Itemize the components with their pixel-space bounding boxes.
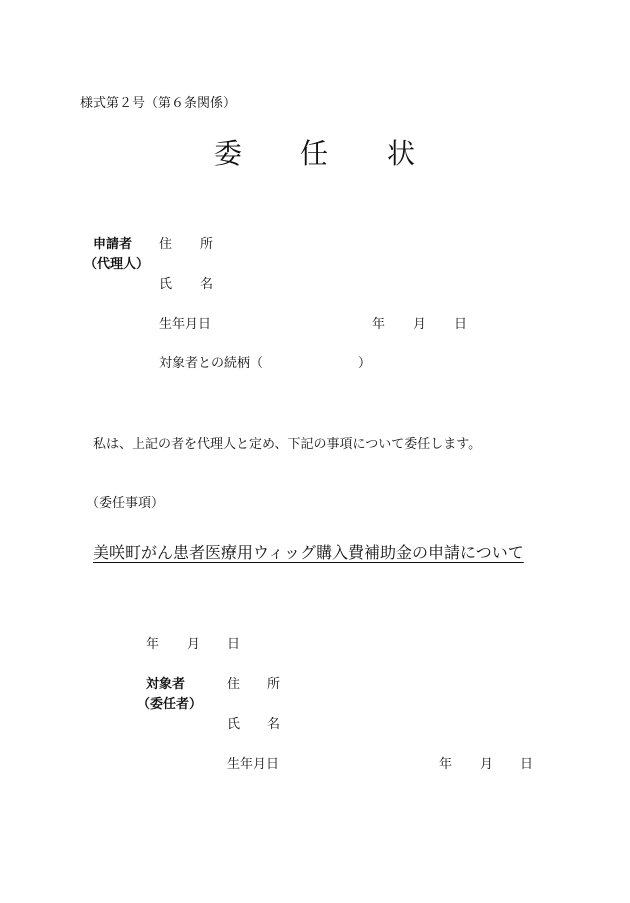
applicant-name-label-2: 名 (200, 277, 214, 292)
delegator-role-label: 対象者 (146, 677, 186, 692)
delegator-address-label-2: 所 (267, 677, 281, 692)
matter-text: 美咲町がん患者医療用ウィッグ購入費補助金の申請について (93, 543, 524, 562)
delegator-address-label-1: 住 (227, 677, 241, 692)
applicant-role-sub-label: （代理人） (84, 257, 150, 272)
delegator-name-label-2: 名 (267, 717, 281, 732)
title-char-1: 委 (214, 137, 243, 170)
delegator-day-unit: 日 (520, 757, 534, 772)
applicant-relation-label: 対象者との続柄（ (159, 356, 264, 371)
applicant-role-label: 申請者 (93, 237, 133, 252)
form-number-label: 様式第２号（第６条関係） (80, 96, 237, 111)
delegator-role-sub-label: （委任者） (137, 697, 203, 712)
applicant-birthdate-label: 生年月日 (159, 317, 212, 332)
matter-label: （委任事項） (86, 496, 165, 511)
delegator-month-unit: 月 (480, 757, 494, 772)
applicant-address-label-1: 住 (159, 237, 173, 252)
applicant-relation-close: ） (358, 356, 372, 371)
delegator-birthdate-label: 生年月日 (227, 757, 280, 772)
applicant-month-unit: 月 (413, 317, 427, 332)
applicant-day-unit: 日 (454, 317, 468, 332)
signed-day-unit: 日 (227, 637, 241, 652)
delegator-year-unit: 年 (439, 757, 453, 772)
title-char-3: 状 (387, 137, 416, 170)
delegation-statement: 私は、上記の者を代理人と定め、下記の事項について委任します。 (93, 437, 482, 452)
applicant-year-unit: 年 (372, 317, 386, 332)
title-char-2: 任 (300, 137, 329, 170)
applicant-name-label-1: 氏 (159, 277, 173, 292)
signed-year-unit: 年 (146, 637, 160, 652)
applicant-address-label-2: 所 (200, 237, 214, 252)
delegator-name-label-1: 氏 (227, 717, 241, 732)
signed-month-unit: 月 (187, 637, 201, 652)
